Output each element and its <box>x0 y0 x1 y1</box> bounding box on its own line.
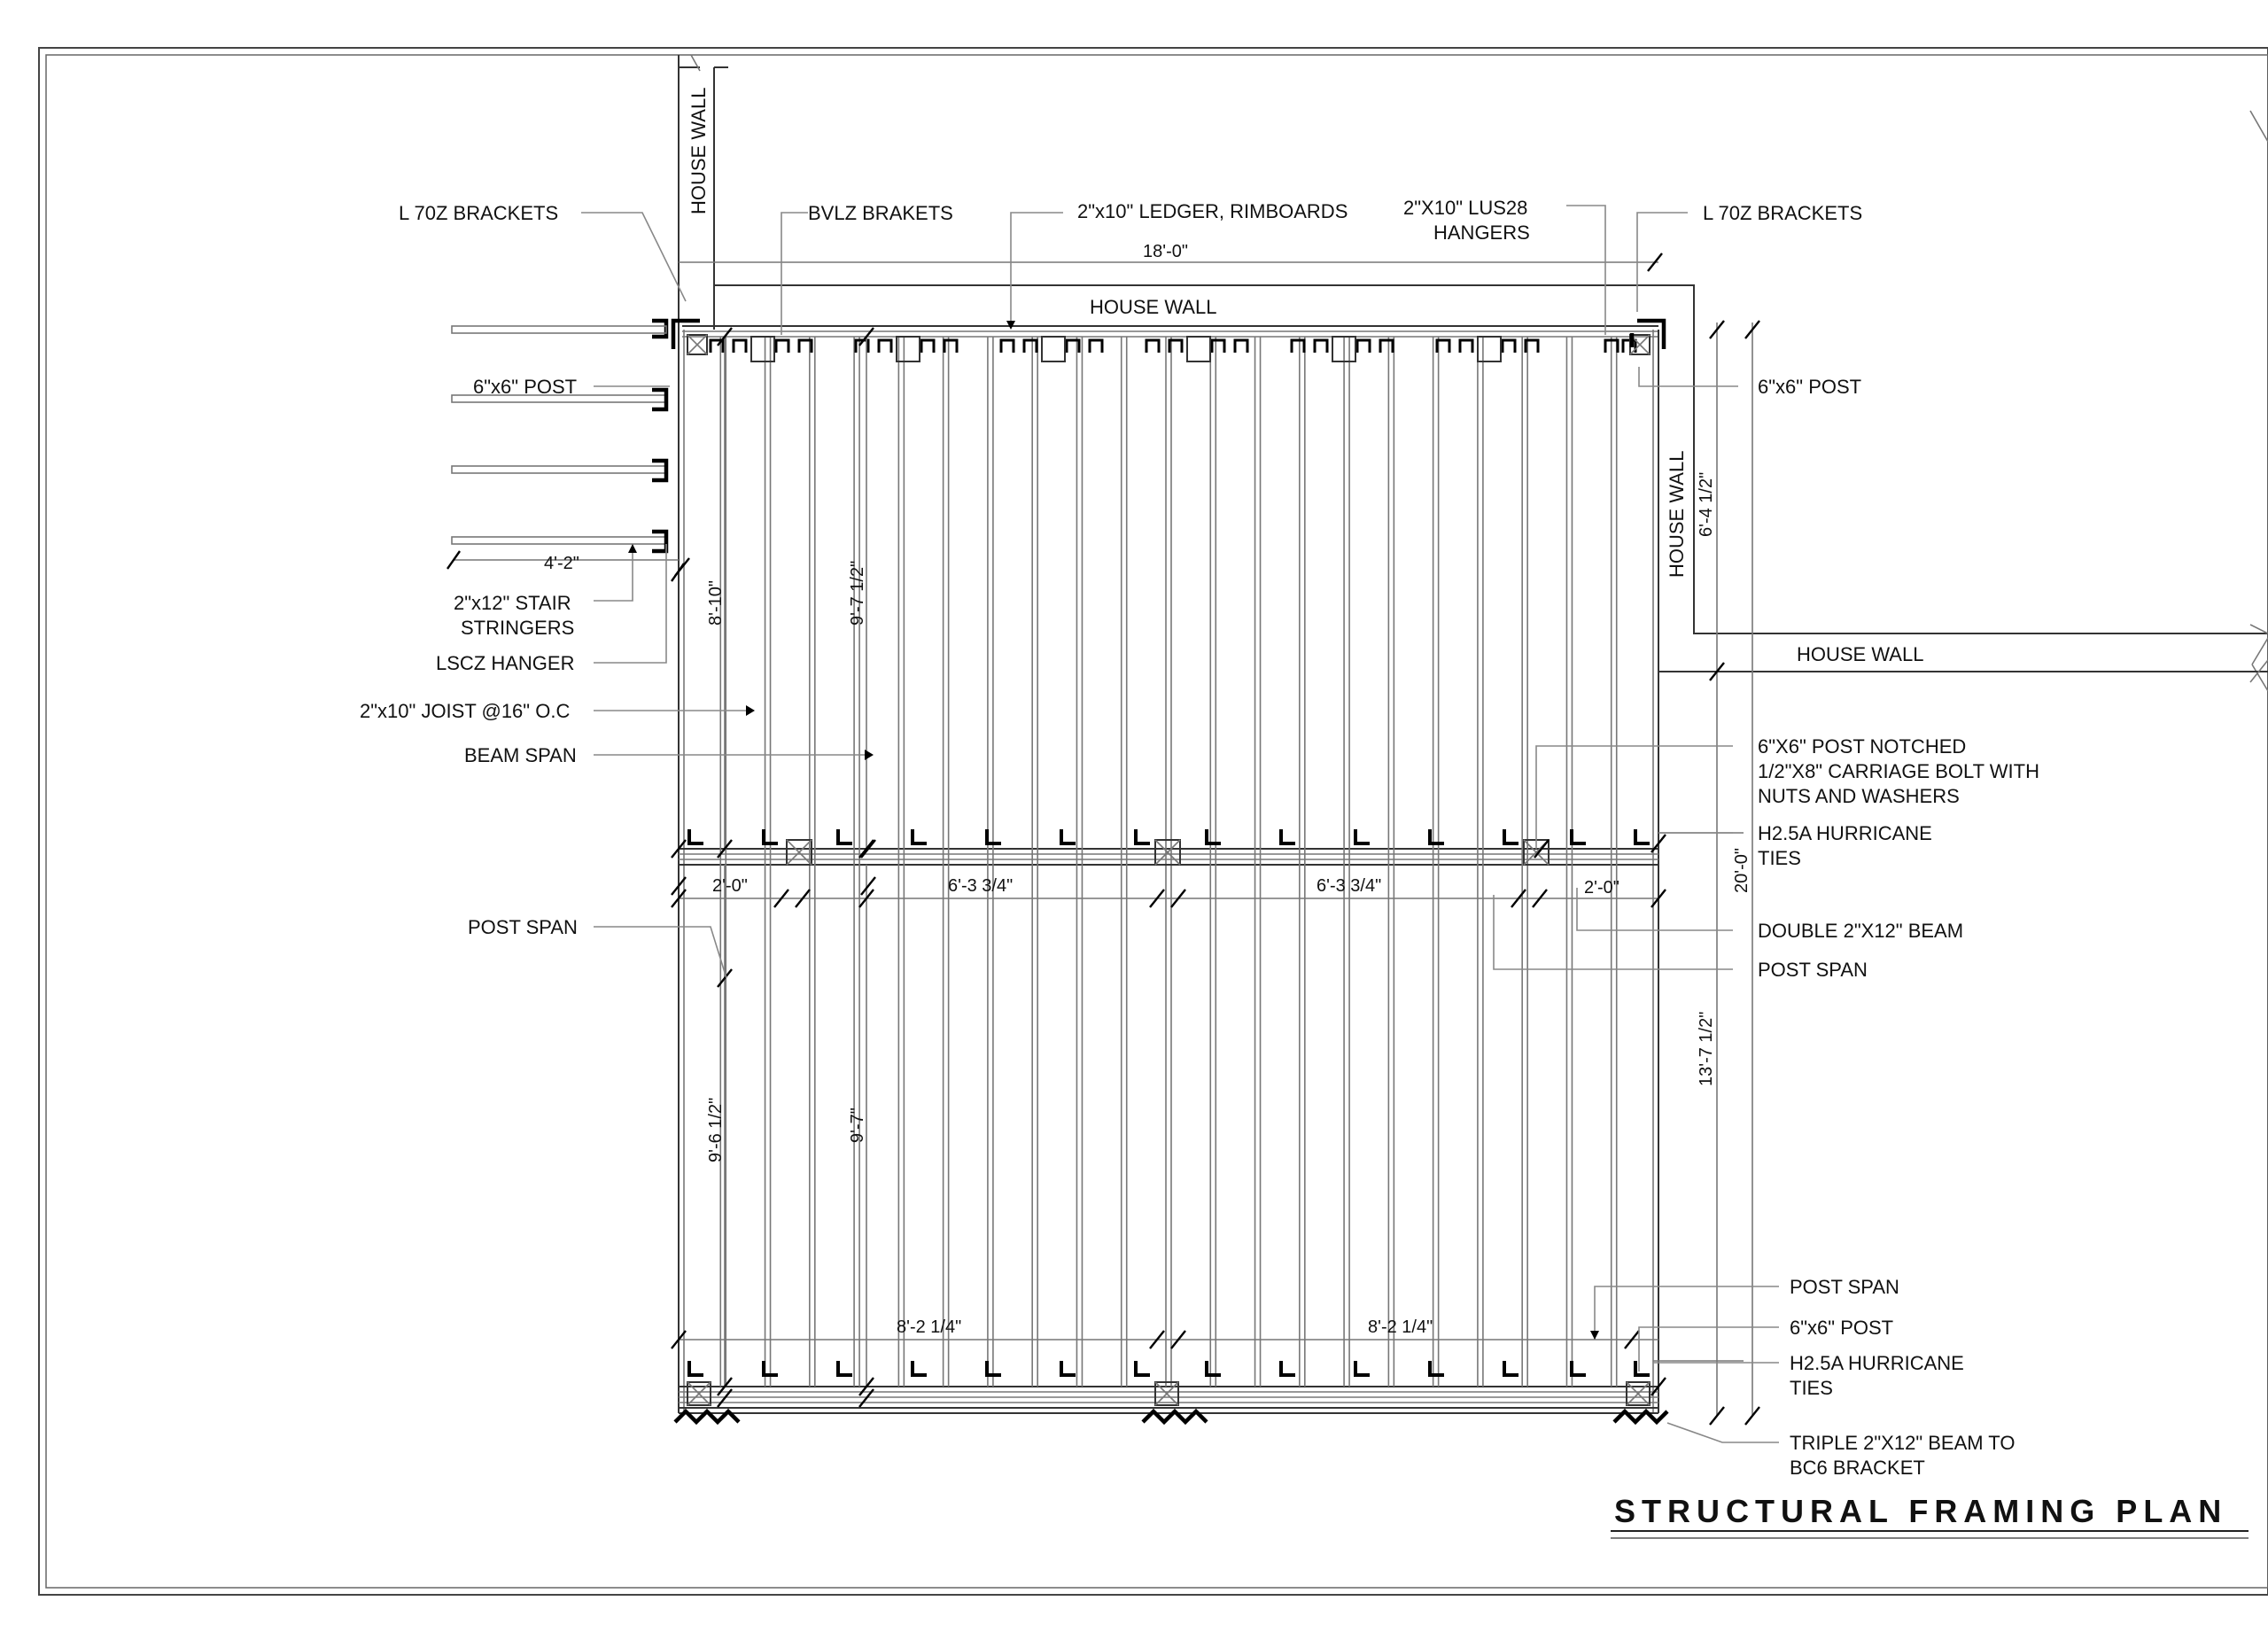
tie-bottom-9 <box>1281 1361 1295 1375</box>
label-house-wall-top: HOUSE WALL <box>1090 296 1217 318</box>
dim-right-lower: 13'-7 1/2" <box>1697 1011 1716 1086</box>
dim-stair-run: 4'-2" <box>544 554 579 573</box>
tie-mid-7 <box>1136 829 1150 843</box>
tie-mid-14 <box>1635 829 1650 843</box>
tie-mid-9 <box>1281 829 1295 843</box>
dim-right-upper: 6'-4 1/2" <box>1697 471 1716 537</box>
tie-bottom-13 <box>1572 1361 1586 1375</box>
joist-17 <box>1433 337 1439 1387</box>
label-post-left-top: 6"x6" POST <box>473 376 578 398</box>
post-mid-2 <box>1155 840 1180 865</box>
joist-4 <box>854 337 859 1387</box>
joist-9 <box>1076 337 1082 1387</box>
stair-stringers <box>452 326 666 551</box>
frame-rims <box>679 330 1658 1413</box>
label-post-bottom-right: 6"x6" POST <box>1790 1317 1894 1339</box>
post-bottom-2 <box>1155 1382 1178 1405</box>
tie-mid-5 <box>987 829 1001 843</box>
label-h25a-bottom-2: TIES <box>1790 1377 1833 1399</box>
dimension-lines <box>447 253 1759 1425</box>
joist-12 <box>1210 337 1216 1387</box>
label-post-span-mid-right: POST SPAN <box>1758 959 1868 981</box>
joists <box>720 337 1616 1387</box>
joist-5 <box>898 337 904 1387</box>
tie-mid-8 <box>1207 829 1221 843</box>
dim-mid-span-2: 6'-3 3/4" <box>1317 876 1382 896</box>
label-lus28-1: 2"X10" LUS28 <box>1403 197 1528 219</box>
ledger-rimboard <box>682 326 1658 337</box>
label-stair-1: 2"x12" STAIR <box>454 592 571 614</box>
arrowheads <box>628 321 1599 1340</box>
tie-mid-3 <box>838 829 852 843</box>
joist-21 <box>1612 337 1617 1387</box>
joist-16 <box>1388 337 1394 1387</box>
joist-hangers <box>711 337 1635 361</box>
title: STRUCTURAL FRAMING PLAN <box>1614 1493 2228 1529</box>
label-house-wall-right: HOUSE WALL <box>1797 643 1924 665</box>
label-house-wall-vertical-right: HOUSE WALL <box>1666 450 1688 578</box>
tie-mid-13 <box>1572 829 1586 843</box>
tie-bottom-5 <box>987 1361 1001 1375</box>
label-notched-3: NUTS AND WASHERS <box>1758 785 1960 807</box>
label-notched-1: 6"X6" POST NOTCHED <box>1758 735 1967 758</box>
tie-bottom-7 <box>1136 1361 1150 1375</box>
dim-bottom-span-2: 8'-2 1/4" <box>1368 1317 1433 1337</box>
joist-18 <box>1478 337 1483 1387</box>
post-bottom-1 <box>687 1382 711 1405</box>
label-stair-2: STRINGERS <box>461 617 575 639</box>
label-h25a-mid-2: TIES <box>1758 847 1801 869</box>
dim-cant-left: 2'-0" <box>712 876 748 896</box>
label-h25a-bottom-1: H2.5A HURRICANE <box>1790 1352 1964 1374</box>
label-post-span-bottom-right: POST SPAN <box>1790 1276 1899 1298</box>
tie-mid-6 <box>1061 829 1076 843</box>
label-bvlz: BVLZ BRAKETS <box>808 202 953 224</box>
label-l70z-left: L 70Z BRACKETS <box>399 202 559 224</box>
dim-bottom-span-1: 8'-2 1/4" <box>897 1317 962 1337</box>
label-joist: 2"x10" JOIST @16" O.C <box>360 700 571 722</box>
tie-bottom-1 <box>689 1361 703 1375</box>
label-lus28-2: HANGERS <box>1433 221 1530 244</box>
hanger-4 <box>1146 337 1247 361</box>
tie-bottom-3 <box>838 1361 852 1375</box>
house-wall-right <box>714 285 2268 682</box>
tie-mid-4 <box>913 829 927 843</box>
post-mid-1 <box>787 840 812 865</box>
joist-13 <box>1255 337 1261 1387</box>
tie-bottom-4 <box>913 1361 927 1375</box>
label-ledger: 2"x10" LEDGER, RIMBOARDS <box>1077 200 1348 222</box>
dim-right-overall: 20'-0" <box>1732 848 1751 893</box>
triple-beam <box>679 1387 1658 1413</box>
tie-mid-1 <box>689 829 703 843</box>
joist-7 <box>988 337 993 1387</box>
joist-20 <box>1566 337 1572 1387</box>
tie-bottom-11 <box>1430 1361 1444 1375</box>
joist-6 <box>944 337 949 1387</box>
posts <box>687 335 1650 1405</box>
dim-tick-1 <box>675 558 689 576</box>
dim-tick-35 <box>861 877 875 895</box>
hanger-2 <box>856 337 957 361</box>
label-triple-2: BC6 BRACKET <box>1790 1457 1925 1479</box>
dim-joist-bottom-1: 9'-6 1/2" <box>706 1097 726 1162</box>
joist-8 <box>1032 337 1037 1387</box>
dim-joist-bottom-2: 9'-7" <box>848 1107 867 1143</box>
label-l70z-right: L 70Z BRACKETS <box>1703 202 1863 224</box>
joist-15 <box>1344 337 1349 1387</box>
tie-bottom-6 <box>1061 1361 1076 1375</box>
joist-14 <box>1300 337 1305 1387</box>
post-top-left <box>687 335 707 354</box>
label-post-right-top: 6"x6" POST <box>1758 376 1862 398</box>
dim-cant-right: 2'-0" <box>1584 878 1619 898</box>
label-double-beam: DOUBLE 2"X12" BEAM <box>1758 920 1964 942</box>
dim-overall-width: 18'-0" <box>1143 242 1188 261</box>
tie-bottom-8 <box>1207 1361 1221 1375</box>
tie-bottom-14 <box>1635 1361 1650 1375</box>
leader-lines <box>581 206 1779 1442</box>
label-triple-1: TRIPLE 2"X12" BEAM TO <box>1790 1432 2016 1454</box>
stringer-1 <box>452 326 666 333</box>
sheet-corner-mark <box>2250 111 2268 691</box>
post-bottom-3 <box>1627 1382 1650 1405</box>
stringer-3 <box>452 461 666 480</box>
label-house-wall-vertical-top: HOUSE WALL <box>687 87 710 214</box>
joist-2 <box>765 337 771 1387</box>
dim-joist-top-2: 9'-7 1/2" <box>848 560 867 626</box>
tie-mid-12 <box>1504 829 1518 843</box>
hanger-3 <box>1001 337 1102 361</box>
label-notched-2: 1/2"X8" CARRIAGE BOLT WITH <box>1758 760 2039 782</box>
hurricane-ties <box>689 829 1650 1375</box>
label-post-span-left: POST SPAN <box>468 916 578 938</box>
label-beam-span: BEAM SPAN <box>464 744 577 766</box>
joist-11 <box>1166 337 1171 1387</box>
label-h25a-mid-1: H2.5A HURRICANE <box>1758 822 1932 844</box>
tie-bottom-10 <box>1355 1361 1370 1375</box>
tie-mid-10 <box>1355 829 1370 843</box>
joist-10 <box>1122 337 1127 1387</box>
dim-mid-span-1: 6'-3 3/4" <box>948 876 1014 896</box>
tie-bottom-12 <box>1504 1361 1518 1375</box>
dim-joist-top-1: 8'-10" <box>706 580 726 626</box>
tie-mid-11 <box>1430 829 1444 843</box>
label-lscz: LSCZ HANGER <box>436 652 575 674</box>
hanger-5 <box>1292 337 1393 361</box>
